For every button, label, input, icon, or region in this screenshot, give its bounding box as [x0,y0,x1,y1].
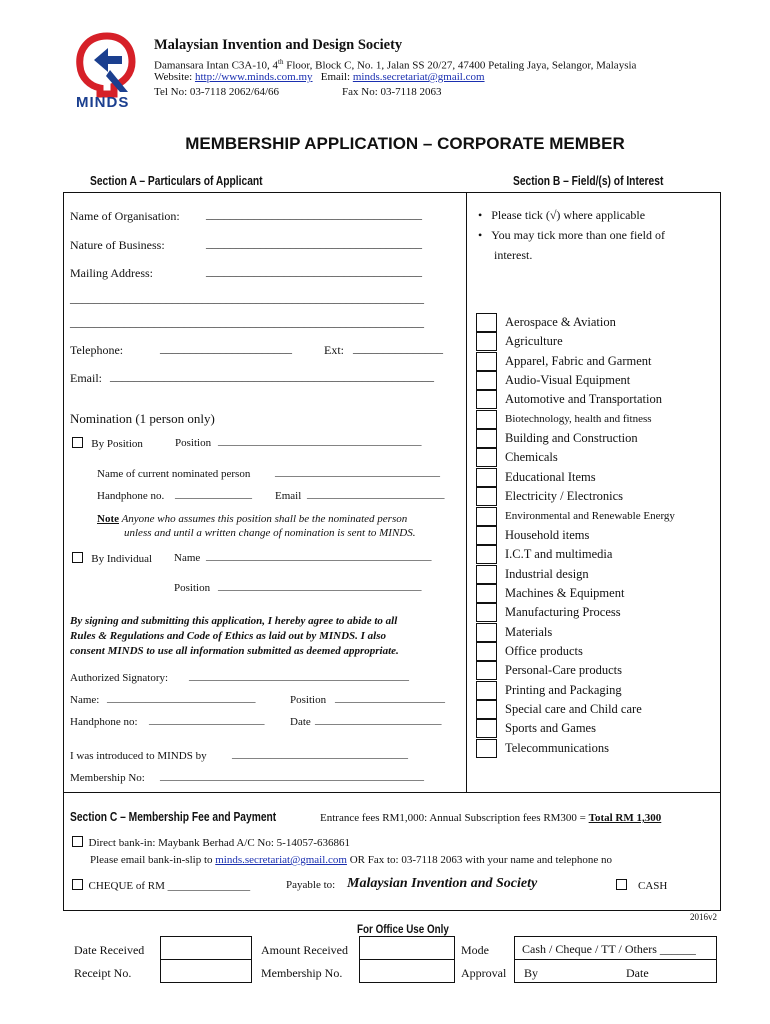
field-tick-box[interactable] [476,739,497,758]
receipt-no-label: Receipt No. [74,966,132,980]
by-position-row [72,437,143,451]
nature-label: Nature of Business: [70,238,165,252]
office-heading: For Office Use Only [357,922,449,936]
sig-name-field[interactable]: ___________________________ [107,692,256,704]
total-amount: Total RM 1,300 [588,812,662,824]
mailing-field-2[interactable]: ___________________________________________________________ [70,291,424,305]
minds-logo [70,30,144,112]
mailing-field-3[interactable]: ___________________________________________________________ [70,315,424,329]
org-tel: Tel No: 03-7118 2062/64/66 [154,86,280,98]
field-label: Apparel, Fabric and Garment [505,353,652,368]
approval-label: Approval [461,966,507,980]
field-tick-box[interactable] [476,332,497,351]
website-link[interactable]: http://www.minds.com.my [194,71,313,83]
direct-bank-row [72,836,350,850]
membership-no-field[interactable]: ________________________________________________ [160,770,424,782]
individual-position-label: Position [174,582,211,594]
approval-date-label: Date [626,966,649,980]
field-label: Agriculture [505,334,563,349]
cheque-label: CHEQUE of RM _______________ [88,880,251,892]
website-label: Website: [154,71,193,83]
field-tick-box[interactable] [476,390,497,409]
field-tick-box[interactable] [476,719,497,738]
office-membership-no-box[interactable] [359,959,455,983]
field-tick-box[interactable] [476,371,497,390]
field-label: Telecommunications [505,740,609,755]
name-of-org-field[interactable]: ____________________________________ [206,207,422,221]
sig-position-field[interactable]: ____________________ [335,692,445,704]
bullet-2-cont: interest. [494,248,533,262]
field-tick-box[interactable] [476,507,497,526]
sig-date-field[interactable]: _______________________ [315,714,442,726]
field-tick-box[interactable] [476,661,497,680]
payable-label: Payable to: [286,879,336,891]
field-tick-box[interactable] [476,681,497,700]
telephone-field[interactable]: ______________________ [160,341,292,355]
field-label: Office products [505,643,583,658]
fees-line: Entrance fees RM1,000: Annual Subscription fees RM300 = Total RM 1,300 [320,812,662,824]
payee-name: Malaysian Invention and Society [347,876,538,891]
field-label: Aerospace & Aviation [505,315,616,329]
field-tick-box[interactable] [476,700,497,719]
membership-no-label: Membership No: [70,772,145,784]
cheque-row [72,879,250,893]
field-label: Audio-Visual Equipment [505,373,631,388]
introduced-field[interactable]: ________________________________ [232,748,408,760]
field-tick-box[interactable] [476,429,497,448]
bullet-2: • You may tick more than one field of [478,228,665,242]
field-label: Biotechnology, health and fitness [505,412,652,425]
field-tick-box[interactable] [476,565,497,584]
cash-row [616,879,667,893]
logo-text: MINDS [76,94,130,111]
amount-received-box[interactable] [359,936,455,960]
email2-label: Email [275,490,302,502]
org-web-line [154,71,485,84]
mailing-field[interactable]: ____________________________________ [206,264,422,278]
field-label: Electricity / Electronics [505,489,624,504]
nomination-label: Nomination (1 person only) [70,411,215,426]
field-label: Special care and Child care [505,702,642,716]
section-c-heading: Section C – Membership Fee and Payment [70,810,277,824]
org-address: Damansara Intan C3A-10, 4th Floor, Block C, No. 1, Jalan SS 20/27, 47400 Petaling Jaya, Selangor, Malaysia [154,58,637,72]
field-tick-box[interactable] [476,410,497,429]
field-tick-box[interactable] [476,584,497,603]
email-field[interactable]: ______________________________________________________ [110,369,434,383]
bullet-1: • Please tick (√) where applicable [478,208,646,222]
by-individual-row [72,552,152,566]
field-tick-box[interactable] [476,545,497,564]
note: Note Anyone who assumes this position shall be the nominated person [97,513,408,525]
field-tick-box[interactable] [476,468,497,487]
sig-position-label: Position [290,694,327,706]
field-tick-box[interactable] [476,603,497,622]
field-label: Chemicals [505,450,558,465]
email-label: Email: [320,71,351,83]
name-of-org-label: Name of Organisation: [70,209,180,223]
note-line-2: unless and until a written change of nomination is sent to MINDS. [124,527,416,539]
auth-signatory-label: Authorized Signatory: [70,672,169,684]
by-position-checkbox[interactable] [72,437,83,448]
field-label: Industrial design [505,566,589,581]
ext-field[interactable]: _______________ [353,341,443,355]
position-label: Position [175,437,212,449]
field-label: Automotive and Transportation [505,392,662,407]
direct-bank-label: Direct bank-in: Maybank Berhad A/C No: 5-14057-636861 [88,837,351,849]
cash-label: CASH [638,880,668,892]
sig-name-label: Name: [70,694,100,706]
field-tick-box[interactable] [476,313,497,332]
position-field[interactable]: _____________________________________ [218,435,422,447]
section-a-heading: Section A – Particulars of Applicant [90,174,263,188]
please-email-row: Please email bank-in-slip to minds.secretariat@gmail.com OR Fax to: 03-7118 2063 with your name and telephone no [90,854,613,866]
agreement-line-3: consent MINDS to use all information submitted as deemed appropriate. [70,645,399,657]
email2-field[interactable]: _________________________ [307,488,445,500]
field-label: Machines & Equipment [505,585,625,600]
individual-name-label: Name [174,552,201,564]
field-label: Personal-Care products [505,663,622,678]
field-label: Manufacturing Process [505,605,621,620]
field-label: Environmental and Renewable Energy [505,509,675,522]
nature-field[interactable]: ____________________________________ [206,236,422,250]
email-link[interactable]: minds.secretariat@gmail.com [352,71,485,83]
auth-signatory-field[interactable]: ________________________________________ [189,670,409,682]
amount-received-label: Amount Received [261,943,348,957]
direct-bank-checkbox[interactable] [72,836,83,847]
org-name: Malaysian Invention and Design Society [154,37,403,53]
cheque-checkbox[interactable] [72,879,83,890]
sig-date-label: Date [290,716,311,728]
ext-label: Ext: [324,343,344,357]
receipt-no-box[interactable] [160,959,252,983]
handphone-field[interactable]: ______________ [175,488,252,500]
payment-email-link[interactable]: minds.secretariat@gmail.com [215,854,347,866]
telephone-label: Telephone: [70,343,124,357]
by-individual-label: By Individual [91,553,153,565]
field-tick-box[interactable] [476,623,497,642]
field-label: Educational Items [505,469,596,484]
field-tick-box[interactable] [476,526,497,545]
version-label: 2016v2 [690,912,717,922]
office-membership-no-label: Membership No. [261,966,343,980]
field-label: Household items [505,527,590,542]
field-label: Materials [505,624,553,639]
mailing-label: Mailing Address: [70,266,153,280]
current-nominated-field[interactable]: ______________________________ [275,466,440,478]
cash-checkbox[interactable] [616,879,627,890]
sig-handphone-label: Handphone no: [70,716,138,728]
page-title: MEMBERSHIP APPLICATION – CORPORATE MEMBER [185,134,625,153]
field-tick-box[interactable] [476,448,497,467]
field-label: I.C.T and multimedia [505,547,613,562]
introduced-label: I was introduced to MINDS by [70,750,207,762]
field-tick-box[interactable] [476,487,497,506]
agreement-line-2: Rules & Regulations and Code of Ethics as laid out by MINDS. I also [70,630,386,642]
date-received-box[interactable] [160,936,252,960]
agreement-line-1: By signing and submitting this application, I hereby agree to abide to all [70,615,398,627]
field-label: Sports and Games [505,721,596,736]
approval-by-label: By [524,966,539,980]
org-fax: Fax No: 03-7118 2063 [342,86,442,98]
mode-label: Mode [461,943,489,957]
section-b-heading: Section B – Field/(s) of Interest [513,174,664,188]
individual-name-field[interactable]: _________________________________________ [206,550,432,562]
individual-position-field[interactable]: _____________________________________ [218,580,422,592]
field-tick-box[interactable] [476,352,497,371]
date-received-label: Date Received [74,943,145,957]
mode-options: Cash / Cheque / TT / Others ______ [522,942,696,956]
by-position-label: By Position [91,438,143,450]
approval-box[interactable] [514,959,717,983]
by-individual-checkbox[interactable] [72,552,83,563]
field-tick-box[interactable] [476,642,497,661]
email-label-a: Email: [70,371,102,385]
handphone-label: Handphone no. [97,490,165,502]
field-label: Printing and Packaging [505,682,622,697]
sig-handphone-field[interactable]: _____________________ [149,714,265,726]
current-nominated-label: Name of current nominated person [97,468,251,480]
field-label: Building and Construction [505,431,638,446]
